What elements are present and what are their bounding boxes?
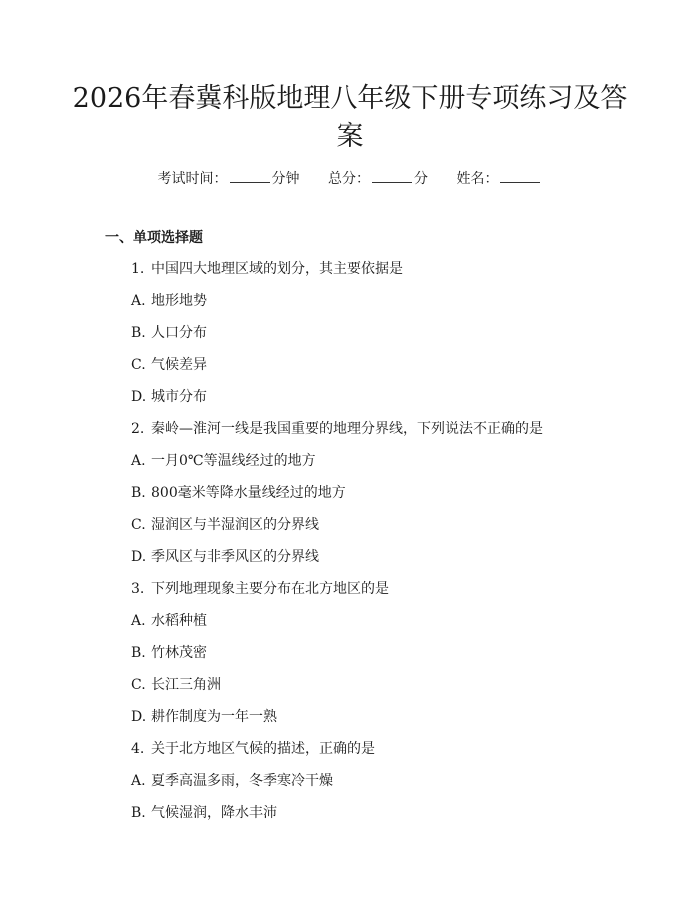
line-number: 4. bbox=[131, 741, 145, 757]
exam-time-unit: 分钟 bbox=[271, 171, 300, 187]
line-number: B. bbox=[131, 485, 146, 501]
name-label: 姓名： bbox=[456, 171, 499, 187]
line-text: 800毫米等降水量线经过的地方 bbox=[151, 485, 346, 501]
option-line bbox=[131, 675, 651, 707]
line-text: 人口分布 bbox=[151, 325, 207, 341]
line-text: 气候差异 bbox=[151, 357, 207, 373]
total-score-unit: 分 bbox=[414, 171, 428, 187]
line-text: 湿润区与半湿润区的分界线 bbox=[151, 517, 319, 533]
option-line bbox=[131, 803, 651, 835]
option-line bbox=[131, 355, 651, 387]
line-number: C. bbox=[131, 677, 146, 693]
line-number: D. bbox=[131, 709, 147, 725]
exam-info bbox=[0, 168, 700, 189]
document-title: 2026年春冀科版地理八年级下册专项练习及答案 bbox=[72, 83, 628, 152]
option-line bbox=[131, 483, 651, 515]
exam-time-field bbox=[158, 168, 300, 189]
question-list bbox=[131, 259, 651, 835]
exam-time-label: 考试时间： bbox=[157, 171, 228, 187]
line-number: D. bbox=[131, 549, 147, 565]
line-number: C. bbox=[131, 517, 146, 533]
option-line bbox=[131, 515, 651, 547]
line-number: A. bbox=[131, 453, 146, 469]
option-line bbox=[131, 451, 651, 483]
line-number: B. bbox=[131, 645, 146, 661]
option-line bbox=[131, 323, 651, 355]
option-line bbox=[131, 291, 651, 323]
name-field bbox=[456, 168, 542, 189]
line-text: 夏季高温多雨，冬季寒冷干燥 bbox=[151, 773, 333, 789]
section-title: 一、单项选择题 bbox=[105, 230, 203, 246]
line-text: 耕作制度为一年一熟 bbox=[151, 709, 277, 725]
line-number: A. bbox=[131, 773, 146, 789]
line-text: 竹林茂密 bbox=[151, 645, 207, 661]
line-text: 气候湿润，降水丰沛 bbox=[151, 805, 277, 821]
line-number: 2. bbox=[131, 421, 145, 437]
option-line bbox=[131, 387, 651, 419]
exam-time-blank bbox=[230, 168, 270, 183]
option-line bbox=[131, 611, 651, 643]
line-text: 秦岭—淮河一线是我国重要的地理分界线，下列说法不正确的是 bbox=[151, 421, 543, 437]
line-number: B. bbox=[131, 805, 146, 821]
total-score-label: 总分： bbox=[328, 171, 370, 187]
line-text: 中国四大地理区域的划分，其主要依据是 bbox=[151, 261, 403, 277]
line-text: 地形地势 bbox=[151, 293, 207, 309]
line-number: B. bbox=[131, 325, 146, 341]
line-text: 城市分布 bbox=[151, 389, 207, 405]
line-number: 1. bbox=[131, 261, 145, 277]
line-number: D. bbox=[131, 389, 147, 405]
line-number: A. bbox=[131, 293, 146, 309]
line-text: 长江三角洲 bbox=[151, 677, 221, 693]
question-line bbox=[131, 259, 651, 291]
line-text: 季风区与非季风区的分界线 bbox=[151, 549, 319, 565]
line-text: 水稻种植 bbox=[151, 613, 207, 629]
line-text: 关于北方地区气候的描述，正确的是 bbox=[151, 741, 375, 757]
line-text: 下列地理现象主要分布在北方地区的是 bbox=[151, 581, 389, 597]
question-line bbox=[131, 579, 651, 611]
line-number: C. bbox=[131, 357, 146, 373]
option-line bbox=[131, 707, 651, 739]
question-line bbox=[131, 739, 651, 771]
option-line bbox=[131, 771, 651, 803]
option-line bbox=[131, 643, 651, 675]
total-score-blank bbox=[372, 168, 412, 183]
total-score-field bbox=[328, 168, 428, 189]
question-line bbox=[131, 419, 651, 451]
name-blank bbox=[500, 168, 540, 183]
option-line bbox=[131, 547, 651, 579]
line-number: 3. bbox=[131, 581, 145, 597]
line-number: A. bbox=[131, 613, 146, 629]
line-text: 一月0℃等温线经过的地方 bbox=[151, 453, 316, 469]
